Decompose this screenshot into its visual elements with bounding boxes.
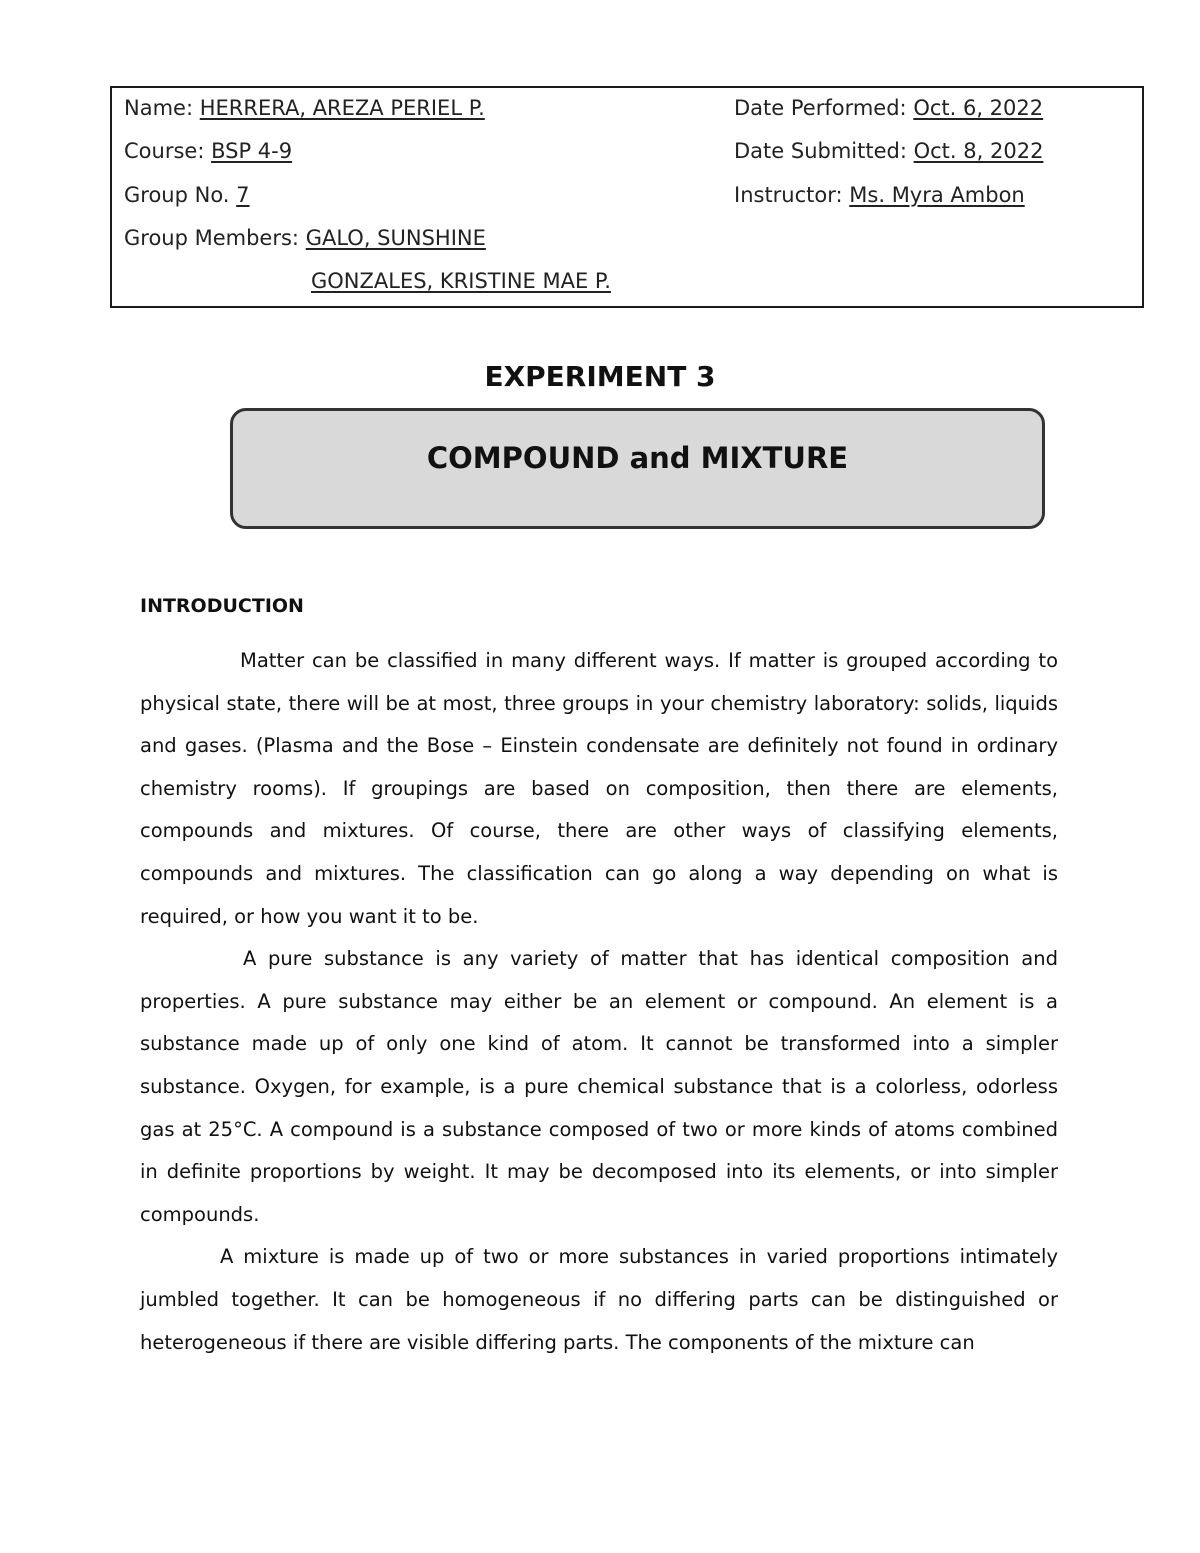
name-label: Name:	[124, 96, 194, 120]
introduction-heading: INTRODUCTION	[140, 595, 304, 617]
experiment-subtitle-box	[230, 408, 1045, 529]
course-value: BSP 4-9	[211, 139, 293, 163]
experiment-subtitle: COMPOUND and MIXTURE	[426, 441, 849, 475]
members-label: Group Members:	[124, 226, 300, 250]
date-submitted-label: Date Submitted:	[734, 139, 907, 163]
instructor-row	[734, 183, 1025, 207]
member-2: GONZALES, KRISTINE MAE P.	[311, 269, 611, 293]
group-value: 7	[236, 183, 250, 207]
date-performed-value: Oct. 6, 2022	[913, 96, 1044, 120]
introduction-body	[140, 640, 1058, 1364]
intro-paragraph-1: Matter can be classified in many different ways. If matter is grouped according to physical state, there will be at most, three groups in your chemistry laboratory: solids, liquids and gases. (Plasma and the Bose – Einstein condensate are definitely not found in ordinary chemistry rooms). If groupings are based on composition, then there are elements, compounds and mixtures. Of course, there are other ways of classifying elements, compounds and mixtures. The classification can go along a way depending on what is required, or how you want it to be.	[140, 649, 1058, 928]
date-submitted-row	[734, 139, 1043, 163]
name-row	[124, 96, 485, 120]
date-submitted-value: Oct. 8, 2022	[913, 139, 1044, 163]
date-performed-row	[734, 96, 1043, 120]
course-label: Course:	[124, 139, 205, 163]
intro-paragraph-3: A mixture is made up of two or more substances in varied proportions intimately jumbled together. It can be homogeneous if no differing parts can be distinguished or heterogeneous if there are visible differing parts. The components of the mixture can	[140, 1245, 1058, 1354]
members-row-2	[311, 269, 611, 293]
group-label: Group No.	[124, 183, 230, 207]
student-info-box	[110, 86, 1144, 308]
group-row	[124, 183, 250, 207]
name-value: HERRERA, AREZA PERIEL P.	[199, 96, 485, 120]
members-row	[124, 226, 486, 250]
intro-paragraph-2: A pure substance is any variety of matter that has identical composition and properties. A pure substance may either be an element or compound. An element is a substance made up of only one kind of atom. It cannot be transformed into a simpler substance. Oxygen, for example, is a pure chemical substance that is a colorless, odorless gas at 25°C. A compound is a substance composed of two or more kinds of atoms combined in definite proportions by weight. It may be decomposed into its elements, or into simpler compounds.	[140, 947, 1058, 1226]
member-1: GALO, SUNSHINE	[305, 226, 486, 250]
instructor-value: Ms. Myra Ambon	[849, 183, 1025, 207]
experiment-title: EXPERIMENT 3	[484, 360, 716, 393]
course-row	[124, 139, 292, 163]
instructor-label: Instructor:	[734, 183, 843, 207]
date-performed-label: Date Performed:	[734, 96, 907, 120]
